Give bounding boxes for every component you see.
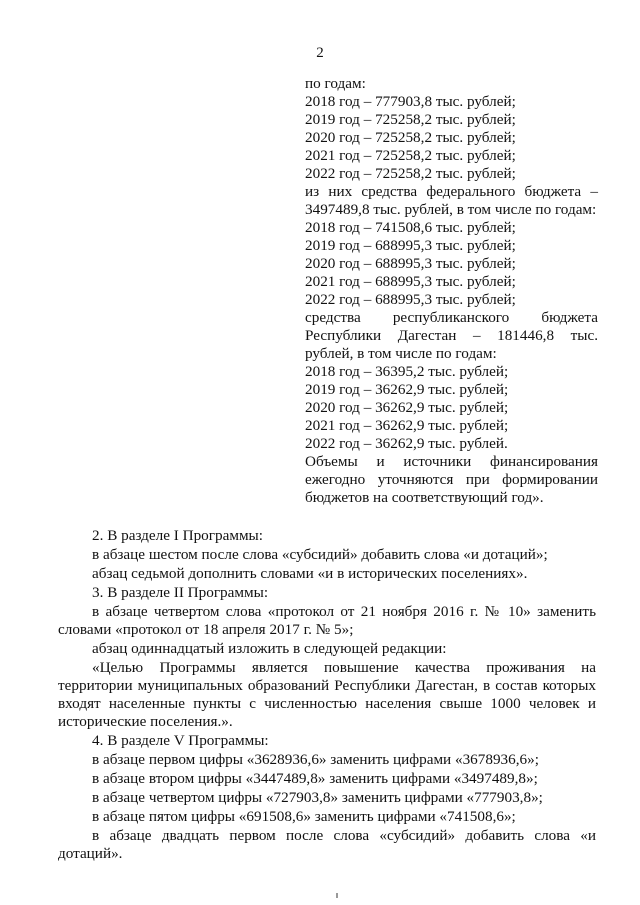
amendment-paragraph: в абзаце шестом после слова «субсидий» добавить слова «и дотаций»; <box>92 546 548 563</box>
republic-line: 2019 год – 36262,9 тыс. рублей; <box>305 381 509 398</box>
republic-budget-intro: Республики Дагестан – 181446,8 тыс. рублей, в том числе по годам: <box>305 327 598 362</box>
funding-block <box>305 75 598 507</box>
republic-line: 2022 год – 36262,9 тыс. рублей. <box>305 435 508 452</box>
federal-line: 2018 год – 741508,6 тыс. рублей; <box>305 219 516 236</box>
federal-line: 2019 год – 688995,3 тыс. рублей; <box>305 237 516 254</box>
amendment-paragraph: абзац седьмой дополнить словами «и в исторических поселениях». <box>92 565 528 582</box>
scan-mark <box>336 893 338 898</box>
republic-intro-word: бюджета <box>541 309 598 326</box>
amendment-paragraph: в абзаце первом цифры «3628936,6» заменить цифрами «3678936,6»; <box>92 751 539 768</box>
funding-closing-note: Объемы и источники финансирования ежегодно уточняются при формировании бюджетов на соответствующий год». <box>305 453 598 506</box>
amendment-paragraph: в абзаце втором цифры «3447489,8» заменить цифрами «3497489,8»; <box>92 770 538 787</box>
federal-line: 2022 год – 688995,3 тыс. рублей; <box>305 291 516 308</box>
republic-intro-word: республиканского <box>392 309 510 326</box>
republic-line: 2018 год – 36395,2 тыс. рублей; <box>305 363 509 380</box>
republic-line: 2020 год – 36262,9 тыс. рублей; <box>305 399 509 416</box>
section-heading: 4. В разделе V Программы: <box>92 732 269 749</box>
funding-line: 2018 год – 777903,8 тыс. рублей; <box>305 93 516 110</box>
funding-line: 2021 год – 725258,2 тыс. рублей; <box>305 147 516 164</box>
amendment-paragraph: в абзаце четвертом цифры «727903,8» заменить цифрами «777903,8»; <box>92 789 543 806</box>
amendment-paragraph: в абзаце пятом цифры «691508,6» заменить цифрами «741508,6»; <box>92 808 516 825</box>
section-heading: 3. В разделе II Программы: <box>92 584 269 601</box>
republic-budget-intro-first-line <box>305 309 598 327</box>
funding-line: по годам: <box>305 75 366 92</box>
federal-budget-intro: из них средства федерального бюджета – 3497489,8 тыс. рублей, в том числе по годам: <box>305 183 598 218</box>
funding-line: 2022 год – 725258,2 тыс. рублей; <box>305 165 516 182</box>
amendment-paragraph: абзац одиннадцатый изложить в следующей редакции: <box>92 640 447 657</box>
section-heading: 2. В разделе I Программы: <box>92 527 263 544</box>
amendments-text <box>58 527 596 864</box>
federal-line: 2020 год – 688995,3 тыс. рублей; <box>305 255 516 272</box>
federal-line: 2021 год – 688995,3 тыс. рублей; <box>305 273 516 290</box>
funding-line: 2019 год – 725258,2 тыс. рублей; <box>305 111 516 128</box>
page-number: 2 <box>316 45 324 61</box>
amendment-paragraph: в абзаце двадцать первом после слова «субсидий» добавить слова «и дотаций». <box>58 827 596 862</box>
republic-intro-word: средства <box>305 309 361 326</box>
funding-line: 2020 год – 725258,2 тыс. рублей; <box>305 129 516 146</box>
program-goal-quote: «Целью Программы является повышение качества проживания на территории муниципальных образований Республики Дагестан, в состав которых входят населенные пункты с численностью населения свыше 1000 человек и исторические поселения.». <box>58 659 596 730</box>
republic-line: 2021 год – 36262,9 тыс. рублей; <box>305 417 509 434</box>
amendment-paragraph: в абзаце четвертом слова «протокол от 21 ноября 2016 г. № 10» заменить словами «протокол от 18 апреля 2017 г. № 5»; <box>58 603 596 638</box>
